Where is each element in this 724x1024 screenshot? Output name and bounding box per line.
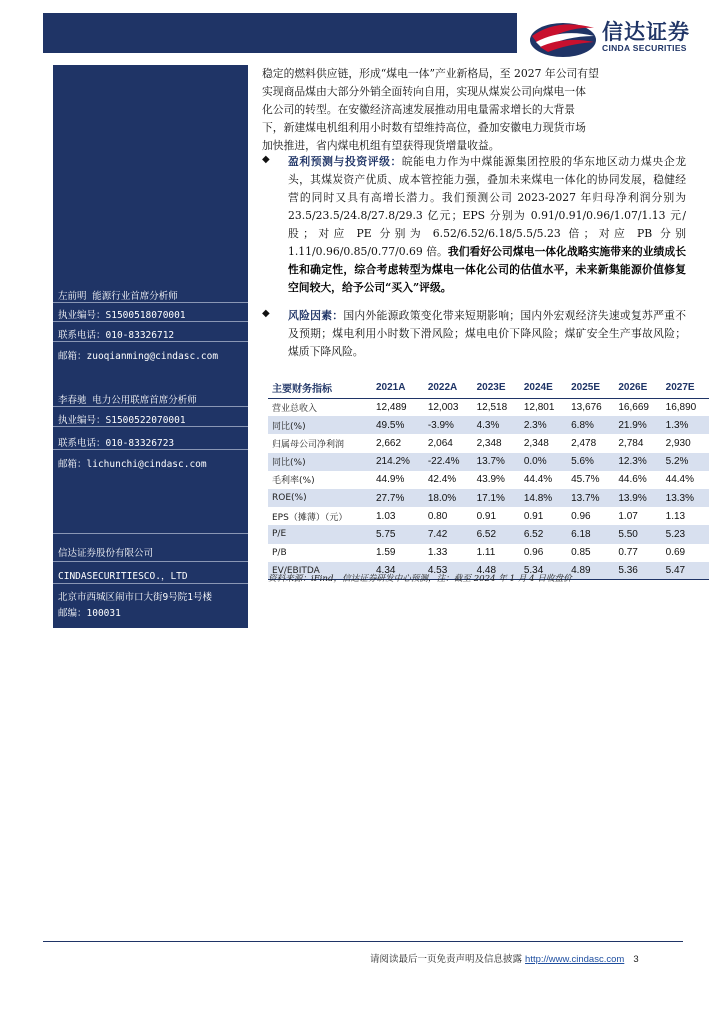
table-cell: 5.23	[662, 525, 709, 543]
sidebar-divider	[53, 583, 248, 584]
table-cell: 45.7%	[571, 474, 600, 486]
row-label-cell: 营业总收入	[272, 403, 318, 414]
forecast-rating-text: 我们看好公司煤电一体化战略实施带来的业绩成长性和确定性，综合考虑转型为煤电一体化公司的估值水平，未来新集能源价值修复空间较大，给予公司“买入”评级。	[288, 245, 687, 294]
website-link[interactable]: http://www.cindasc.com	[525, 954, 625, 965]
table-cell: 5.50	[614, 525, 661, 543]
table-cell: 0.77	[618, 547, 638, 559]
table-header-cell: 2024E	[520, 378, 567, 398]
table-cell: 16,669	[618, 401, 649, 413]
forecast-text: 皖能电力作为中煤能源集团控股的华东地区动力煤央企龙头，其煤炭资产优质、成本管控能力强，叠加未来煤电一体化的协同发展，稳健经营的同时又具有高增长潜力。我们预测公司 2023-2027 年归母净利润分别为 23.5/23.5/24.8/27.8/29.3 亿元；EPS 分别为 0.91/0.91/0.96/1.07/1.13 元/股；对应 PE 分别为 6.52/6.52/6.18/5.5/5.23 倍；对应 PB 分别 1.11/0.96/0.85/0.77/0.69 倍。	[288, 155, 687, 258]
sidebar-divider	[53, 533, 248, 534]
disclaimer-text: 请阅读最后一页免责声明及信息披露	[370, 954, 523, 965]
table-cell: 0.91	[476, 510, 497, 522]
sidebar-divider	[53, 449, 248, 450]
table-cell: 2,348	[476, 437, 502, 449]
sidebar-divider	[53, 341, 248, 342]
table-cell: 5.75	[372, 525, 424, 543]
forecast-bullet	[262, 153, 686, 297]
risk-bullet	[262, 307, 686, 361]
company-address: 北京市西城区闹市口大街9号院1号楼	[58, 592, 212, 603]
table-cell: 4.3%	[473, 416, 520, 434]
row-label-cell: ROE(%)	[268, 489, 372, 507]
row-label-cell: 同比(%)	[268, 453, 372, 471]
risk-heading: 风险因素：	[288, 309, 344, 322]
table-cell: 2,930	[665, 437, 691, 449]
company-name-en: CINDASECURITIESCO.，LTD	[58, 571, 188, 582]
table-row	[268, 507, 709, 525]
row-label-cell: 同比(%)	[268, 416, 372, 434]
table-row	[268, 453, 709, 471]
intro-paragraph	[262, 65, 686, 155]
analyst2-phone: 联系电话：010-83326723	[58, 438, 175, 449]
analyst2-license: 执业编号：S1500522070001	[58, 415, 186, 426]
table-header-cell: 2021A	[372, 378, 424, 398]
logo-en-text: CINDA SECURITIES	[602, 43, 687, 53]
table-cell: 1.13	[665, 510, 686, 522]
table-cell: 4.89	[567, 562, 614, 580]
table-cell: 1.07	[618, 510, 638, 522]
risk-text: 国内外能源政策变化带来短期影响；国内外宏观经济失速或复苏严重不及预期；煤电利用小时数下滑风险；煤电电价下降风险；煤矿安全生产事故风险；煤质下降风险。	[288, 309, 687, 358]
table-cell: 6.8%	[567, 416, 614, 434]
table-cell: 1.03	[376, 510, 396, 522]
table-cell: 214.2%	[372, 453, 424, 471]
sidebar-divider	[53, 561, 248, 562]
table-cell: 44.4%	[523, 474, 553, 486]
table-cell: 6.52	[473, 525, 520, 543]
table-cell: 5.2%	[662, 453, 709, 471]
header-bar	[43, 13, 517, 53]
table-cell: 2,662	[376, 437, 402, 449]
intro-line: 下，新建煤电机组利用小时数有望维持高位，叠加安徽电力现货市场	[262, 121, 586, 134]
analyst-sidebar	[53, 65, 248, 628]
table-header-cell: 2022A	[424, 378, 473, 398]
table-cell: 6.18	[567, 525, 614, 543]
table-cell: 5.6%	[567, 453, 614, 471]
table-cell: 2,478	[571, 437, 597, 449]
row-label-cell: 毛利率(%)	[272, 476, 315, 487]
analyst2-email[interactable]: 邮箱：lichunchi@cindasc.com	[58, 459, 207, 470]
table-row	[268, 489, 709, 507]
table-cell: 13.9%	[614, 489, 661, 507]
table-header-cell: 2027E	[662, 378, 709, 398]
table-cell: 0.85	[571, 547, 591, 559]
table-header-cell: 主要财务指标	[268, 378, 372, 398]
table-cell: -22.4%	[424, 453, 473, 471]
table-cell: 21.9%	[614, 416, 661, 434]
table-cell: 0.96	[523, 547, 544, 559]
table-cell: 12,518	[476, 401, 508, 413]
intro-line: 加快推进，省内煤电机组有望获得现货增量收益。	[262, 139, 500, 152]
diamond-bullet-icon: ◆	[262, 154, 270, 165]
table-cell: 2,064	[427, 437, 453, 449]
table-header-row	[268, 378, 709, 398]
analyst1-email[interactable]: 邮箱：zuoqianming@cindasc.com	[58, 351, 219, 362]
row-label-cell: P/E	[268, 525, 372, 543]
table-row	[268, 544, 709, 562]
table-row	[268, 471, 709, 489]
table-cell: 1.33	[427, 547, 448, 559]
cinda-logo-icon	[528, 14, 598, 58]
table-source-note: 资料来源：iFind，信达证券研发中心预测，注：截至 2024 年 1 月 4 日收盘价	[268, 574, 572, 584]
table-cell: 0.0%	[520, 453, 567, 471]
table-header-cell: 2026E	[614, 378, 661, 398]
table-cell: 16,890	[665, 401, 697, 413]
table-cell: 14.8%	[520, 489, 567, 507]
table-cell: 44.4%	[665, 474, 694, 486]
table-cell: 0.80	[427, 510, 448, 522]
table-cell: 4.53	[424, 562, 473, 580]
table-cell: 12.3%	[614, 453, 661, 471]
table-cell: 0.96	[571, 510, 591, 522]
table-cell: 27.7%	[372, 489, 424, 507]
table-cell: 43.9%	[476, 474, 505, 486]
table-header-cell: 2025E	[567, 378, 614, 398]
table-cell: 5.36	[614, 562, 661, 580]
company-postcode: 邮编：100031	[58, 608, 121, 619]
table-cell: 17.1%	[473, 489, 520, 507]
footer-divider	[43, 941, 683, 942]
table-cell: 13.7%	[567, 489, 614, 507]
diamond-bullet-icon: ◆	[262, 308, 270, 319]
page-footer	[370, 951, 639, 965]
table-cell: 1.11	[476, 547, 496, 559]
sidebar-divider	[53, 321, 248, 322]
page-number: 3	[633, 954, 639, 965]
table-cell: 49.5%	[372, 416, 424, 434]
table-cell: 1.3%	[662, 416, 709, 434]
table-cell: 6.52	[520, 525, 567, 543]
table-cell: 13.7%	[473, 453, 520, 471]
intro-line: 实现商品煤由大部分外销全面转向自用，实现从煤炭公司向煤电一体	[262, 85, 586, 98]
table-cell: 4.34	[372, 562, 424, 580]
table-row	[268, 434, 709, 452]
table-cell: 12,489	[376, 401, 407, 413]
table-header-cell: 2023E	[473, 378, 520, 398]
table-cell: 0.91	[523, 510, 544, 522]
table-cell: 4.48	[473, 562, 520, 580]
table-cell: 13,676	[571, 401, 602, 413]
sidebar-divider	[53, 302, 248, 303]
intro-line: 稳定的燃料供应链，形成“煤电一体”产业新格局，至 2027 年公司有望	[262, 67, 599, 80]
table-cell: 5.34	[520, 562, 567, 580]
table-cell: 2,348	[523, 437, 549, 449]
row-label-cell: 归属母公司净利润	[272, 439, 345, 450]
analyst1-license: 执业编号：S1500518070001	[58, 310, 186, 321]
table-cell: 1.59	[376, 547, 396, 559]
table-cell: -3.9%	[424, 416, 473, 434]
table-cell: 18.0%	[424, 489, 473, 507]
forecast-heading: 盈利预测与投资评级：	[288, 155, 402, 168]
analyst1-name-title: 左前明 能源行业首席分析师	[58, 291, 178, 302]
table-row	[268, 525, 709, 543]
table-row	[268, 398, 709, 416]
table-cell: 7.42	[424, 525, 473, 543]
table-cell: 13.3%	[662, 489, 709, 507]
sidebar-divider	[53, 426, 248, 427]
table-cell: 2,784	[618, 437, 644, 449]
financial-metrics-table	[268, 378, 709, 580]
analyst1-phone: 联系电话：010-83326712	[58, 330, 175, 341]
intro-line: 化公司的转型。在安徽经济高速发展推动用电量需求增长的大背景	[262, 103, 576, 116]
row-label-cell: EPS（摊薄）（元）	[272, 512, 348, 523]
sidebar-divider	[53, 406, 248, 407]
table-row	[268, 416, 709, 434]
company-logo	[528, 12, 708, 60]
logo-cn-text: 信达证券	[602, 20, 690, 44]
table-cell: 44.9%	[376, 474, 405, 486]
table-cell: 5.47	[662, 562, 709, 580]
company-name-cn: 信达证券股份有限公司	[58, 548, 154, 559]
table-cell: 12,801	[523, 401, 555, 413]
table-cell: 2.3%	[520, 416, 567, 434]
row-label-cell: P/B	[272, 547, 287, 558]
row-label-cell: EV/EBITDA	[268, 562, 372, 580]
table-cell: 12,003	[427, 401, 459, 413]
analyst2-name-title: 李春驰 电力公用联席首席分析师	[58, 395, 197, 406]
table-cell: 44.6%	[618, 474, 647, 486]
table-cell: 42.4%	[427, 474, 457, 486]
table-cell: 0.69	[665, 547, 686, 559]
